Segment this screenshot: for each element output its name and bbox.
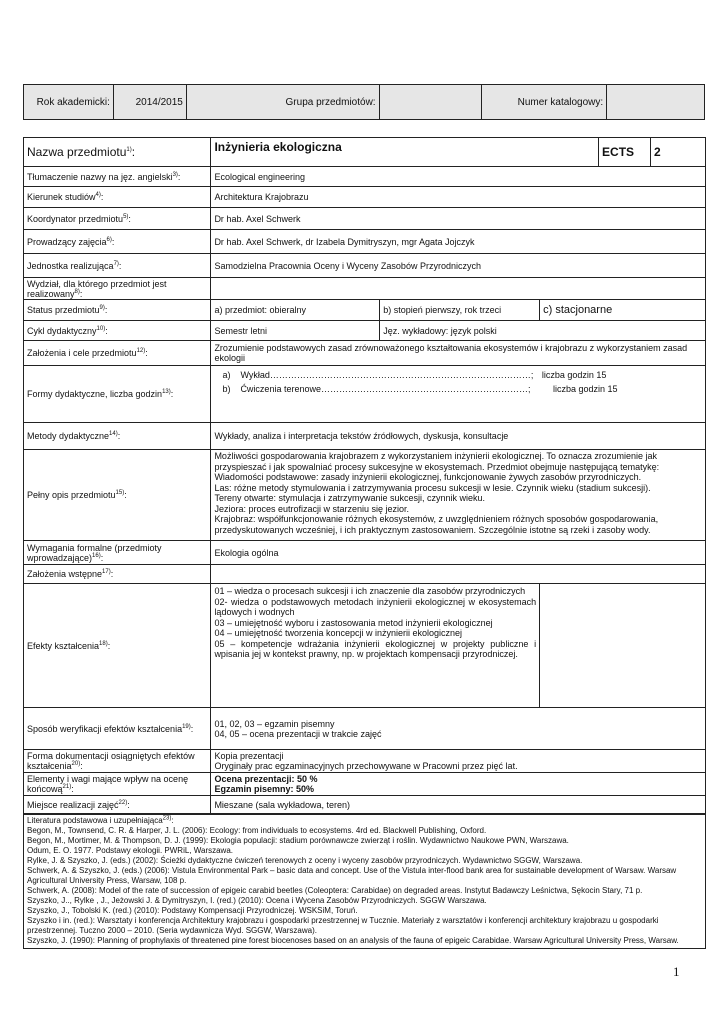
subject-group-value <box>379 85 482 120</box>
description-line: Jeziora: proces eutrofizacji w starzeniu się jezior. <box>214 503 410 514</box>
methods-label: Metody dydaktyczne$^{14)}$: <box>24 423 211 450</box>
unit-value: Samodzielna Pracownia Oceny i Wyceny Zasobów Przyrodniczych <box>211 254 706 278</box>
status-b: b) stopień pierwszy, rok trzeci <box>380 300 540 321</box>
literature-entry: Odum, E. O. 1977. Podstawy ekologii. PWRiL, Warszawa. <box>27 846 234 855</box>
academic-year-value: 2014/2015 <box>113 85 186 120</box>
status-label: Status przedmiotu$^{9)}$: <box>24 300 211 321</box>
academic-year-label: Rok akademicki: <box>24 85 114 120</box>
place-label: Miejsce realizacji zajęć$^{22)}$: <box>24 796 211 815</box>
literature-entry: Szyszko, J., Tobolski K. (red.) (2010): Podstawy Kompensacji Przyrodniczej. WSKSiM, Toruń. <box>27 906 358 915</box>
faculty-value <box>211 278 706 300</box>
literature-entry: Szyszko i in. (red.): Warsztaty i konferencja Architektury krajobrazu i gospodarki przestrzennej w Tucznie. Materiały z warsztatów i konferencji architektury krajobrazu u gospodarki przestrzennej. Tuczno 2000 – 2010. (Seria wydawnicza Wyd. SGGW, Warszawa). <box>27 916 659 935</box>
ects-label: ECTS <box>599 138 651 167</box>
form-item: b) Ćwiczenia terenowe ……………………………………………………………; liczba godzin 15 <box>222 384 618 394</box>
documentation-value: Kopia prezentacji Oryginały prac egzaminacyjnych przechowywane w Pracowni przez pięć lat. <box>211 750 706 773</box>
english-name-label: Tłumaczenie nazwy na jęz. angielski$^{3)}$: <box>24 167 211 187</box>
description-line: Tereny otwarte: stymulacja i zatrzymywanie sukcesji, czynnik wieku. <box>214 493 486 503</box>
forms-value <box>211 366 706 423</box>
prerequisites-label: Założenia wstępne$^{17)}$: <box>24 565 211 584</box>
literature-entry: Begon, M., Townsend, C. R. & Harper, J. L. (2006): Ecology: from individuals to ecosystems. 4rd ed. Blackwell Publishing, Oxford. <box>27 826 487 835</box>
outcomes-label: Efekty kształcenia$^{18)}$: <box>24 584 211 708</box>
grading-value: Ocena prezentacji: 50 % Egzamin pisemny: 50% <box>211 773 706 796</box>
form-item: a) Wykład ……………………………………………………………………………; liczba godzin 15 <box>222 370 607 380</box>
field-of-study-label: Kierunek studiów$^{4)}$: <box>24 187 211 208</box>
status-a: a) przedmiot: obieralny <box>211 300 380 321</box>
literature-table <box>23 813 706 949</box>
catalog-number-value <box>607 85 705 120</box>
forms-label: Formy dydaktyczne, liczba godzin$^{13)}$: <box>24 366 211 423</box>
requirements-label: Wymagania formalne (przedmioty wprowadzające)$^{16)}$: <box>24 541 211 565</box>
requirements-value: Ekologia ogólna <box>211 541 706 565</box>
lecture-language: Jęz. wykładowy: język polski <box>380 321 706 341</box>
literature-entry: Szyszko, J.., Rylke , J., Jeżowski J. & Dymitryszyn, I. (red.) (2010): Ocena i Wycena Zasobów Przyrodniczych. SGGW Warszawa. <box>27 896 487 905</box>
status-c: c) stacjonarne <box>540 300 706 321</box>
coordinator-value: Dr hab. Axel Schwerk <box>211 208 706 230</box>
catalog-number-label: Numer katalogowy: <box>482 85 607 120</box>
documentation-label: Forma dokumentacji osiągniętych efektów kształcenia$^{20)}$: <box>24 750 211 773</box>
literature-title: Literatura podstawowa i uzupełniająca$^{23)}$: <box>27 815 174 825</box>
unit-label: Jednostka realizująca$^{7)}$: <box>24 254 211 278</box>
header-table <box>23 84 705 120</box>
outcomes-value: 01 – wiedza o procesach sukcesji i ich znaczenie dla zasobów przyrodniczych 02- wiedza o podstawowych metodach inżynierii ekologicznej w ekosystemach lądowych i wodnych 03 – umiejętność wyboru i zastosowania metod inżynierii ekologicznej 04 – umiejętność tworzenia koncepcji w inżynierii ekologicznej 05 – kompetencje wdrażania inżynierii ekologicznej w projekty publiczne i wpisania jej w kontekst prawny, np. w projektach kompensacji przyrodniczej. <box>211 584 540 708</box>
english-name-value: Ecological engineering <box>211 167 706 187</box>
cycle-label: Cykl dydaktyczny$^{10)}$: <box>24 321 211 341</box>
grading-label: Elementy i wagi mające wpływ na ocenę końcową$^{21)}$: <box>24 773 211 796</box>
literature-entry: Begon, M., Mortimer, M. & Thompson, D. J. (1999): Ekologia populacji: stadium porównawcze zwierząt i roślin. Wydawnictwo Naukowe PWN, Warszawa. <box>27 836 569 845</box>
instructors-value: Dr hab. Axel Schwerk, dr Izabela Dymitryszyn, mgr Agata Jojczyk <box>211 230 706 254</box>
description-line: Krajobraz: współfunkcjonowanie różnych ekosystemów, z uwzględnieniem różnych sposobów gospodarowania, przedyskutowanych wcześniej, i ich praktycznym zastosowaniem. Szczególnie istotne są rzeki i zasoby wody. <box>214 514 659 535</box>
page-number: 1 <box>673 964 680 979</box>
ects-value: 2 <box>651 138 706 167</box>
course-table <box>23 137 706 815</box>
literature-cell <box>24 814 706 949</box>
course-name-value: Inżynieria ekologiczna <box>211 138 599 167</box>
description-value <box>211 450 706 541</box>
subject-group-label: Grupa przedmiotów: <box>186 85 379 120</box>
course-name-label: Nazwa przedmiotu$^{1)}$: <box>24 138 211 167</box>
literature-entry: Rylke, J. & Szyszko, J. (eds.) (2002): Ścieżki dydaktyczne ćwiczeń terenowych z oceny i wyceny zasobów przyrodniczych. Wydawnictwo SGGW, Warszawa. <box>27 856 583 865</box>
verification-label: Sposób weryfikacji efektów kształcenia$^{19)}$: <box>24 708 211 750</box>
literature-entry: Schwerk, A. (2008): Model of the rate of succession of epigeic carabid beetles (Coleoptera: Carabidae) on degraded areas. Instytut Badawczy Leśnictwa, Sękocin Stary, 71 p. <box>27 886 643 895</box>
prerequisites-value <box>211 565 706 584</box>
goals-label: Założenia i cele przedmiotu$^{12)}$: <box>24 341 211 366</box>
field-of-study-value: Architektura Krajobrazu <box>211 187 706 208</box>
methods-value: Wykłady, analiza i interpretacja tekstów źródłowych, dyskusja, konsultacje <box>211 423 706 450</box>
faculty-label: Wydział, dla którego przedmiot jest realizowany$^{8)}$: <box>24 278 211 300</box>
verification-value: 01, 02, 03 – egzamin pisemny 04, 05 – ocena prezentacji w trakcie zajęć <box>211 708 706 750</box>
literature-entry: Schwerk, A. & Szyszko, J. (eds.) (2006): Vistula Environmental Park – basic data and concept. Use of the Vistula inter-flood bank area for sustainable development of Warsaw. Warsaw Agricultural University Press, Warsaw, 108 p. <box>27 866 677 885</box>
description-label: Pełny opis przedmiotu$^{15)}$: <box>24 450 211 541</box>
cycle-value: Semestr letni <box>211 321 380 341</box>
literature-entry: Szyszko, J. (1990): Planning of prophylaxis of threatened pine forest biocenoses based on an analysis of the fauna of epigeic Carabidae. Warsaw Agricultural University Press, Warsaw. <box>27 936 679 945</box>
description-line: Możliwości gospodarowania krajobrazem z wykorzystaniem inżynierii ekologicznej. To oznacza zrozumienie jak przyspieszać i jak spowalniać procesy sukcesyjne w ekosystemach. Przedmiot obejmuje następującą tematykę: <box>214 451 660 472</box>
outcomes-empty <box>540 584 706 708</box>
description-line: Wiadomości podstawowe: zasady inżynierii ekologicznej, funkcjonowanie żywych zasobów przyrodniczych. <box>214 472 642 482</box>
place-value: Mieszane (sala wykładowa, teren) <box>211 796 706 815</box>
description-line: Las: różne metody stymulowania i zatrzymywania procesu sukcesji w lesie. Czynnik wieku (stadium sukcesji). <box>214 482 651 493</box>
coordinator-label: Koordynator przedmiotu$^{5)}$: <box>24 208 211 230</box>
instructors-label: Prowadzący zajęcia$^{6)}$: <box>24 230 211 254</box>
goals-value: Zrozumienie podstawowych zasad zrównoważonego kształtowania ekosystemów i krajobrazu z wykorzystaniem zasad ekologii <box>211 341 706 366</box>
